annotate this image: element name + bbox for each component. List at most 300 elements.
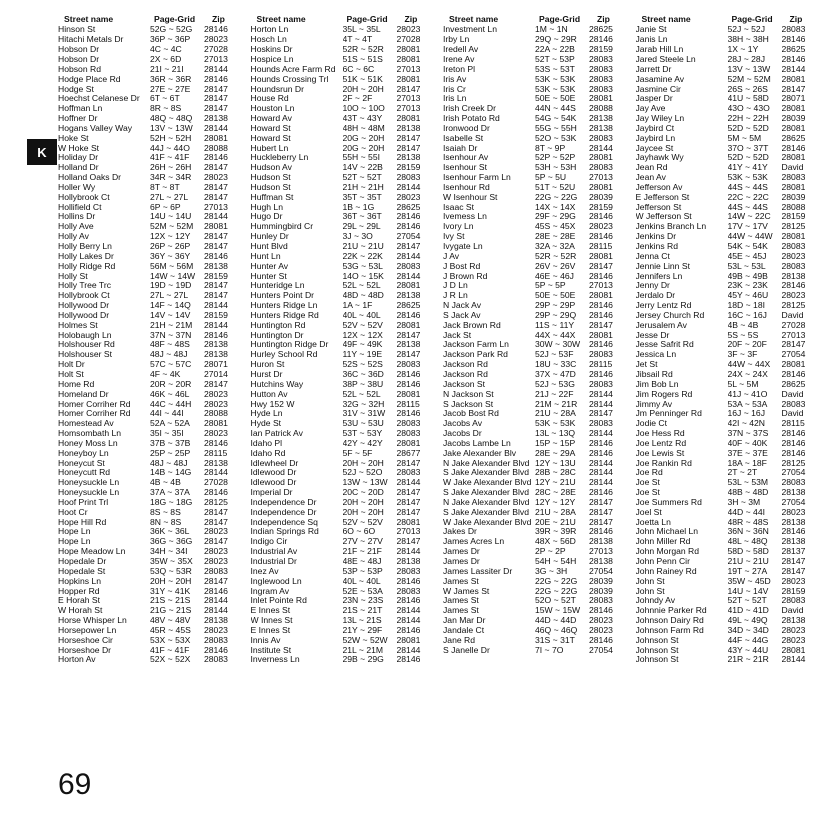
column-header — [636, 15, 829, 25]
page-grid: 48J ~ 48J — [150, 350, 188, 360]
street-name: Jerry Lentz Rd — [635, 301, 692, 311]
page-grid: 26H ~ 26H — [150, 163, 192, 173]
zip-code: 28144 — [781, 64, 806, 74]
page-grid: 13V ~ 13W — [150, 123, 193, 133]
street-entry — [636, 173, 829, 183]
page-grid: 52D ~ 52D — [727, 123, 769, 133]
page-grid: 54H ~ 54H — [535, 557, 577, 566]
zip-code: 28081 — [396, 45, 421, 55]
street-name: Holly Tree Trc — [58, 281, 112, 291]
street-entry — [636, 222, 829, 232]
street-name: Ivemess Ln — [443, 212, 487, 222]
zip-code: 28147 — [781, 566, 806, 576]
street-name: W Innes St — [250, 616, 293, 626]
street-entry — [58, 518, 251, 528]
street-entry — [443, 134, 636, 144]
street-entry — [58, 459, 251, 469]
page-grid: 44J ~ 44O — [150, 143, 190, 153]
street-entry — [443, 281, 636, 291]
street-name: John Miller Rd — [635, 537, 691, 547]
zip-code: 28147 — [589, 517, 613, 527]
page-grid: 31S ~ 31T — [535, 635, 575, 645]
zip-code: 28115 — [204, 448, 228, 458]
page-grid: 43O ~ 43O — [727, 104, 770, 114]
zip-code: 28138 — [396, 291, 421, 301]
street-entry — [443, 439, 636, 449]
street-entry — [251, 163, 444, 173]
zip-code: 28144 — [204, 64, 228, 74]
street-entry — [251, 636, 444, 646]
zip-code: 28138 — [781, 488, 806, 498]
zip-code: 28083 — [396, 468, 421, 478]
street-entry — [636, 390, 829, 400]
zip-code: 28083 — [781, 478, 806, 488]
street-name: Ivygate Ln — [443, 242, 483, 251]
zip-code: 28115 — [589, 360, 613, 370]
street-entry — [251, 449, 444, 459]
street-entry — [636, 518, 829, 528]
street-entry — [443, 25, 636, 35]
zip-code: 28146 — [396, 625, 421, 635]
zip-code: 28138 — [396, 153, 421, 163]
street-entry — [636, 203, 829, 213]
zip-code: 28146 — [204, 251, 228, 261]
street-entry — [443, 242, 636, 252]
zip-code: David — [781, 310, 804, 320]
street-name: Ivy St — [443, 232, 465, 242]
street-name: Huron St — [250, 360, 285, 370]
zip-code: 28146 — [589, 35, 613, 45]
zip-code: 28138 — [396, 123, 421, 133]
zip-code: David — [781, 409, 804, 419]
street-entry — [636, 567, 829, 577]
page-grid: 2F ~ 2F — [342, 94, 373, 104]
page-grid: 36R ~ 36R — [150, 74, 192, 84]
page-grid: 21U ~ 21U — [342, 242, 384, 251]
street-entry — [251, 527, 444, 537]
page-grid: 54G ~ 54K — [535, 114, 577, 124]
street-name: Hunt Ln — [250, 251, 281, 261]
zip-code: 28023 — [204, 389, 228, 399]
zip-code: 28125 — [781, 458, 806, 468]
page-grid: 22H ~ 22H — [727, 114, 769, 124]
street-entry — [636, 370, 829, 380]
page-grid: 45Y ~ 46U — [727, 291, 769, 301]
page-grid: 20G ~ 20H — [342, 133, 385, 143]
zip-code: 28146 — [396, 310, 421, 320]
page-grid: 21M ~ 21R — [535, 399, 578, 409]
zip-code: 28159 — [781, 212, 806, 222]
zip-code: 28023 — [396, 192, 421, 202]
page-grid: 34D ~ 34D — [727, 625, 769, 635]
street-entry — [58, 547, 251, 557]
street-entry — [443, 508, 636, 518]
street-name: Joe Rd — [635, 468, 663, 478]
zip-code: 28146 — [589, 448, 613, 458]
street-name: Huffman St — [250, 192, 294, 202]
street-entry — [58, 587, 251, 597]
street-name: Hope Ln — [58, 537, 91, 547]
page-grid: 48V ~ 48V — [150, 616, 191, 626]
zip-code: 28088 — [204, 143, 228, 153]
street-entry — [58, 390, 251, 400]
street-entry — [58, 153, 251, 163]
street-entry — [443, 626, 636, 636]
street-name: Hoskins Dr — [250, 45, 293, 55]
page-grid: 14B ~ 14G — [150, 468, 192, 478]
street-name: W Jake Alexander Blvd — [443, 478, 532, 488]
street-name: Idaho Pl — [250, 438, 283, 448]
street-name: Jet St — [635, 360, 658, 370]
street-entry — [58, 577, 251, 587]
street-name: Ironwood Dr — [443, 123, 490, 133]
street-entry — [443, 35, 636, 45]
street-name: Hutton Av — [250, 389, 288, 399]
page-grid: 14U ~ 14U — [150, 212, 192, 222]
street-entry — [251, 370, 444, 380]
zip-code: 28081 — [396, 281, 421, 291]
zip-code: 27028 — [204, 45, 228, 55]
page-grid: 43T ~ 43Y — [342, 114, 383, 124]
street-entry — [58, 45, 251, 55]
street-name: Hunt Blvd — [250, 242, 288, 251]
street-entry — [636, 262, 829, 272]
page-grid: 20G ~ 20H — [342, 143, 385, 153]
page-grid: 28E ~ 29A — [535, 448, 576, 458]
page-grid: 31Y ~ 41K — [150, 586, 191, 596]
street-name: J R Ln — [443, 291, 468, 301]
street-entry — [251, 203, 444, 213]
street-name: Jenkins Dr — [635, 232, 677, 242]
street-name: N Jack Av — [443, 301, 482, 311]
page-grid: 52O ~ 53K — [535, 133, 577, 143]
street-name: Jenny Dr — [635, 281, 670, 291]
street-name: Hudson St — [250, 182, 291, 192]
street-name: Joe St — [635, 478, 660, 488]
street-entry — [443, 429, 636, 439]
zip-code: 28083 — [396, 173, 421, 183]
zip-code: 28083 — [589, 54, 613, 64]
street-entry — [443, 75, 636, 85]
street-entry — [443, 311, 636, 321]
zip-code: 28138 — [589, 114, 613, 124]
street-name: Holobaugh Ln — [58, 330, 112, 340]
street-name: Holiday Dr — [58, 153, 99, 163]
street-entry — [636, 340, 829, 350]
page-grid: 37A ~ 37A — [150, 488, 190, 498]
zip-code: 28144 — [589, 389, 613, 399]
zip-code: 28146 — [204, 645, 228, 655]
zip-code: 28147 — [396, 488, 421, 498]
page-grid: 10O ~ 10O — [342, 104, 385, 114]
street-entry — [443, 449, 636, 459]
street-entry — [58, 114, 251, 124]
street-name: Hummingbird Cr — [250, 222, 314, 232]
street-name: Jakes Dr — [443, 527, 477, 537]
zip-code: 27013 — [396, 104, 421, 114]
page-grid: 12Y ~ 13U — [535, 458, 576, 468]
page-grid: 14V ~ 22B — [342, 163, 383, 173]
page-grid: 52A ~ 52A — [150, 419, 190, 429]
page-grid: 48F ~ 48S — [150, 340, 190, 350]
street-entry — [251, 577, 444, 587]
street-entry — [58, 527, 251, 537]
zip-code: 28081 — [589, 251, 613, 261]
zip-code: 28147 — [396, 133, 421, 143]
street-name: Jimmy Av — [635, 399, 673, 409]
street-entry — [443, 104, 636, 114]
zip-code: 28081 — [589, 182, 613, 192]
street-name: S Janelle Dr — [443, 645, 490, 655]
page-grid: 5S ~ 5S — [727, 330, 759, 340]
street-name: Jared Steele Ln — [635, 54, 696, 64]
zip-code: 28023 — [204, 625, 228, 635]
zip-code: 28023 — [396, 25, 421, 35]
street-name: Isenhour Av — [443, 153, 489, 163]
street-name: Joe Lentz Rd — [635, 438, 687, 448]
zip-code: 28146 — [396, 369, 421, 379]
zip-code: 28023 — [204, 547, 228, 557]
zip-code: 28159 — [781, 586, 806, 596]
page-grid: 20H ~ 20H — [342, 507, 384, 517]
street-name: Jackson Rd — [443, 369, 488, 379]
page-grid: 51S ~ 51S — [342, 54, 383, 64]
zip-code: 27054 — [589, 566, 613, 576]
street-name: Jasamine Av — [635, 74, 685, 84]
zip-code: 28147 — [589, 320, 613, 330]
page-grid: 4B ~ 4B — [727, 320, 759, 330]
zip-code: 27028 — [396, 35, 421, 45]
zip-code: 28147 — [204, 291, 228, 301]
street-name: Hunters Ridge Rd — [250, 310, 319, 320]
street-name: Houndsrun Dr — [250, 84, 304, 94]
street-entry — [636, 153, 829, 163]
street-name: Isenhour Rd — [443, 182, 490, 192]
street-entry — [251, 25, 444, 35]
street-entry — [636, 350, 829, 360]
zip-code: 28144 — [396, 182, 421, 192]
street-entry — [58, 567, 251, 577]
street-name: Homer Corriher Rd — [58, 409, 131, 419]
page-grid: 14X ~ 14X — [535, 202, 576, 212]
zip-code: 28083 — [589, 84, 613, 94]
street-entry — [443, 390, 636, 400]
page-grid: 22A ~ 22B — [535, 45, 575, 55]
page-grid: 5M ~ 5M — [727, 133, 762, 143]
page-grid: 56M ~ 56M — [150, 261, 194, 271]
street-entry — [251, 212, 444, 222]
street-name: S Jake Alexander Blvd — [443, 488, 529, 498]
street-entry — [58, 636, 251, 646]
zip-code: 28081 — [396, 389, 421, 399]
street-name: Jibsail Rd — [635, 369, 673, 379]
street-name: Isenhour Farm Ln — [443, 173, 511, 183]
street-entry — [251, 311, 444, 321]
street-entry — [251, 498, 444, 508]
zip-code: 28081 — [396, 517, 421, 527]
street-entry — [251, 134, 444, 144]
zip-code: 27028 — [781, 320, 806, 330]
page-grid: 3G ~ 3H — [535, 566, 568, 576]
street-name: James Lassiter Dr — [443, 566, 513, 576]
street-name: Horse Whisper Ln — [58, 616, 127, 626]
section-tab: K — [27, 139, 57, 165]
street-name: Hopedale St — [58, 566, 106, 576]
page-grid: 50E ~ 50E — [535, 291, 576, 301]
zip-code: 28146 — [396, 222, 421, 232]
street-name: Home Rd — [58, 379, 95, 389]
zip-code: 28146 — [781, 429, 806, 439]
street-name: Homestead Av — [58, 419, 114, 429]
street-name: Honeyboy Ln — [58, 448, 109, 458]
zip-code: David — [781, 163, 804, 173]
page-grid: 57C ~ 57C — [150, 360, 192, 370]
page-grid: 48H ~ 48M — [342, 123, 385, 133]
header-street-name: Street name — [256, 15, 306, 24]
street-name: James Dr — [443, 557, 480, 566]
zip-code: 28115 — [396, 399, 420, 409]
page-grid: 35L ~ 35L — [342, 25, 381, 35]
page-grid: 53K ~ 53K — [535, 74, 576, 84]
street-name: Howard St — [250, 133, 291, 143]
street-name: Institute St — [250, 645, 292, 655]
page-grid: 34R ~ 34R — [150, 173, 192, 183]
street-name: James Dr — [443, 547, 480, 557]
zip-code: 28146 — [204, 74, 228, 84]
zip-code: 28147 — [396, 242, 421, 251]
page-grid: 19T ~ 27A — [727, 566, 768, 576]
street-name: Iris Av — [443, 74, 467, 84]
page-grid: 58D ~ 58D — [727, 547, 769, 557]
street-entry — [251, 331, 444, 341]
street-entry — [636, 94, 829, 104]
street-name: Jay Ave — [635, 104, 666, 114]
zip-code: 28083 — [396, 586, 421, 596]
street-name: Honeysuckle Ln — [58, 478, 120, 488]
street-entry — [251, 390, 444, 400]
street-entry — [58, 350, 251, 360]
street-entry — [58, 124, 251, 134]
street-name: Jennie Linn St — [635, 261, 690, 271]
zip-code: 28083 — [781, 173, 806, 183]
street-entry — [636, 104, 829, 114]
street-name: Hurley School Rd — [250, 350, 318, 360]
street-name: Jake Alexander Blv — [443, 448, 517, 458]
zip-code: 28625 — [396, 202, 421, 212]
zip-code: 28146 — [589, 527, 613, 537]
page-grid: 37E ~ 37E — [727, 448, 768, 458]
street-entry — [251, 45, 444, 55]
street-entry — [58, 25, 251, 35]
street-entry — [443, 606, 636, 616]
street-entry — [58, 281, 251, 291]
page-grid: 52M ~ 52M — [727, 74, 771, 84]
zip-code: 28081 — [396, 54, 421, 64]
zip-code: 28071 — [204, 360, 228, 370]
street-entry — [58, 429, 251, 439]
street-index — [58, 15, 828, 665]
zip-code: 28144 — [204, 596, 228, 606]
zip-code: 28144 — [204, 123, 228, 133]
zip-code: 28083 — [589, 74, 613, 84]
street-entry — [58, 646, 251, 656]
page-grid: 6T ~ 6T — [150, 94, 180, 104]
zip-code: 28023 — [781, 251, 806, 261]
zip-code: 28023 — [204, 557, 228, 566]
page-grid: 50E ~ 50E — [535, 94, 576, 104]
street-entry — [251, 518, 444, 528]
street-entry — [251, 281, 444, 291]
zip-code: 28144 — [204, 320, 228, 330]
street-entry — [443, 301, 636, 311]
zip-code: 28147 — [589, 409, 613, 419]
page-grid: 49L ~ 49Q — [727, 616, 768, 626]
street-entry — [636, 183, 829, 193]
street-entry — [636, 478, 829, 488]
zip-code: 28146 — [204, 488, 228, 498]
page-grid: 13V ~ 13W — [727, 64, 771, 74]
street-entry — [443, 173, 636, 183]
zip-code: 28083 — [589, 596, 613, 606]
zip-code: 28625 — [781, 45, 806, 55]
street-name: Jersey Church Rd — [635, 310, 705, 320]
zip-code: 28023 — [204, 35, 228, 45]
index-column — [58, 15, 251, 665]
street-name: Jerusalem Av — [635, 320, 687, 330]
zip-code: 28144 — [204, 212, 228, 222]
zip-code: 27054 — [589, 645, 613, 655]
street-entry — [58, 596, 251, 606]
street-name: Hinson St — [58, 25, 96, 35]
street-entry — [251, 222, 444, 232]
street-name: Hobson Dr — [58, 45, 100, 55]
zip-code: 28023 — [781, 576, 806, 586]
street-name: Honeycutt Rd — [58, 468, 111, 478]
street-name: Holmes St — [58, 320, 98, 330]
page-grid: 52X ~ 52X — [150, 655, 191, 665]
page-grid: 14U ~ 14V — [727, 586, 769, 596]
zip-code: 28083 — [204, 635, 228, 645]
street-entry — [251, 537, 444, 547]
zip-code: 28144 — [589, 429, 613, 439]
street-entry — [636, 636, 829, 646]
page-grid: 1X ~ 1Y — [727, 45, 759, 55]
street-name: Hospice Ln — [250, 54, 294, 64]
zip-code: 28039 — [781, 192, 806, 202]
street-name: S Jackson St — [443, 399, 494, 409]
page-grid: 20H ~ 20H — [342, 458, 384, 468]
zip-code: 28144 — [396, 271, 421, 281]
page-grid: 21S ~ 21T — [342, 606, 383, 616]
page-grid: 31V ~ 31W — [342, 409, 386, 419]
street-entry — [251, 242, 444, 252]
zip-code: 28144 — [396, 478, 421, 488]
street-entry — [251, 439, 444, 449]
page-grid: 44W ~ 44X — [727, 360, 771, 370]
street-name: Ian Patrick Av — [250, 429, 303, 439]
street-entry — [443, 577, 636, 587]
zip-code: 28146 — [781, 369, 806, 379]
page-grid: 53T ~ 53Y — [342, 429, 383, 439]
page-grid: 38H ~ 38H — [727, 35, 769, 45]
street-name: Jane Rd — [443, 635, 476, 645]
page-grid: 37N ~ 37S — [727, 429, 769, 439]
street-entry — [636, 321, 829, 331]
zip-code: 28083 — [396, 261, 421, 271]
zip-code: 28023 — [781, 507, 806, 517]
street-entry — [251, 468, 444, 478]
zip-code: 28081 — [781, 360, 806, 370]
